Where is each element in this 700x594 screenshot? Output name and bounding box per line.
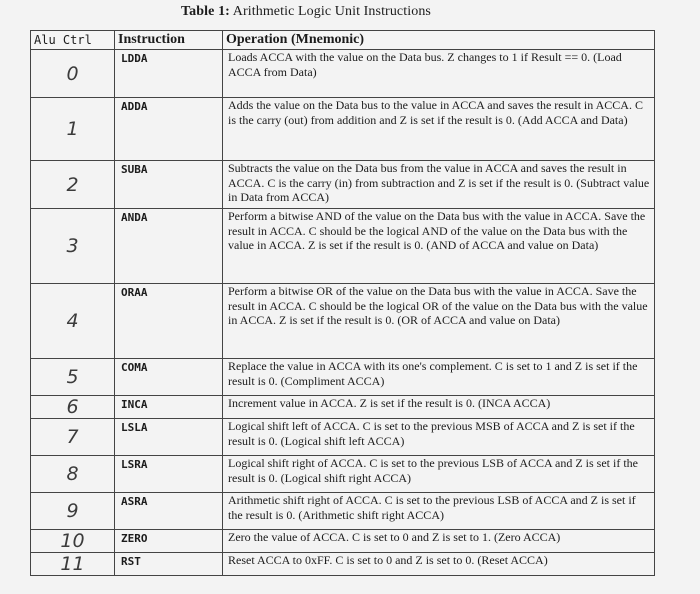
instruction-cell: ADDA [115, 98, 223, 161]
caption-label: Table 1: [181, 4, 230, 19]
alu-ctrl-value: 2 [31, 161, 115, 209]
table-row [31, 553, 655, 576]
alu-ctrl-value: 11 [31, 553, 115, 576]
table-row [31, 530, 655, 553]
alu-ctrl-value: 9 [31, 493, 115, 530]
table-row [31, 396, 655, 419]
instruction-cell: INCA [115, 396, 223, 419]
table-row [31, 493, 655, 530]
alu-ctrl-value: 10 [31, 530, 115, 553]
header-operation: Operation (Mnemonic) [223, 31, 655, 50]
instruction-cell: ANDA [115, 209, 223, 284]
table-row [31, 419, 655, 456]
instruction-cell: ORAA [115, 284, 223, 359]
operation-cell: Adds the value on the Data bus to the value in ACCA and saves the result in ACCA. C is the carry (out) from addition and Z is set if the result is 0. (Add ACCA and Data) [223, 98, 655, 161]
operation-cell: Subtracts the value on the Data bus from the value in ACCA and saves the result in ACCA. C is the carry (in) from subtraction and Z is set if the result is 0. (Subtract value in Data from ACCA) [223, 161, 655, 209]
instruction-cell: LSLA [115, 419, 223, 456]
table-row [31, 359, 655, 396]
alu-instruction-table [30, 30, 655, 576]
table-row [31, 98, 655, 161]
operation-cell: Logical shift left of ACCA. C is set to the previous MSB of ACCA and Z is set if the result is 0. (Logical shift left ACCA) [223, 419, 655, 456]
alu-ctrl-value: 7 [31, 419, 115, 456]
operation-cell: Logical shift right of ACCA. C is set to the previous LSB of ACCA and Z is set if the result is 0. (Logical shift right ACCA) [223, 456, 655, 493]
instruction-cell: SUBA [115, 161, 223, 209]
instruction-cell: LDDA [115, 50, 223, 98]
table-row [31, 161, 655, 209]
operation-cell: Zero the value of ACCA. C is set to 0 and Z is set to 1. (Zero ACCA) [223, 530, 655, 553]
operation-cell: Replace the value in ACCA with its one's complement. C is set to 1 and Z is set if the result is 0. (Compliment ACCA) [223, 359, 655, 396]
alu-ctrl-value: 3 [31, 209, 115, 284]
operation-cell: Perform a bitwise OR of the value on the Data bus with the value in ACCA. Save the result in ACCA. C should be the logical OR of the value on the Data bus with the value in ACCA. Z is set if the result is 0. (OR of ACCA and value on Data) [223, 284, 655, 359]
caption-text: Arithmetic Logic Unit Instructions [232, 4, 431, 19]
alu-ctrl-value: 0 [31, 50, 115, 98]
alu-ctrl-value: 8 [31, 456, 115, 493]
alu-ctrl-value: 1 [31, 98, 115, 161]
operation-cell: Arithmetic shift right of ACCA. C is set to the previous LSB of ACCA and Z is set if the result is 0. (Arithmetic shift right ACCA) [223, 493, 655, 530]
header-row [31, 31, 655, 50]
table-row [31, 50, 655, 98]
instruction-cell: RST [115, 553, 223, 576]
header-alu-ctrl: Alu Ctrl [31, 31, 115, 50]
table-row [31, 456, 655, 493]
operation-cell: Perform a bitwise AND of the value on the Data bus with the value in ACCA. Save the result in ACCA. C should be the logical AND of the value on the Data bus with the value in ACCA. Z is set if the result is 0. (AND of ACCA and value on Data) [223, 209, 655, 284]
alu-ctrl-value: 4 [31, 284, 115, 359]
operation-cell: Increment value in ACCA. Z is set if the result is 0. (INCA ACCA) [223, 396, 655, 419]
alu-ctrl-value: 5 [31, 359, 115, 396]
table-row [31, 209, 655, 284]
header-instruction: Instruction [115, 31, 223, 50]
instruction-cell: COMA [115, 359, 223, 396]
instruction-cell: LSRA [115, 456, 223, 493]
operation-cell: Reset ACCA to 0xFF. C is set to 0 and Z is set to 0. (Reset ACCA) [223, 553, 655, 576]
alu-ctrl-value: 6 [31, 396, 115, 419]
table-caption [0, 4, 612, 20]
instruction-cell: ASRA [115, 493, 223, 530]
operation-cell: Loads ACCA with the value on the Data bus. Z changes to 1 if Result == 0. (Load ACCA from Data) [223, 50, 655, 98]
instruction-cell: ZERO [115, 530, 223, 553]
table-row [31, 284, 655, 359]
